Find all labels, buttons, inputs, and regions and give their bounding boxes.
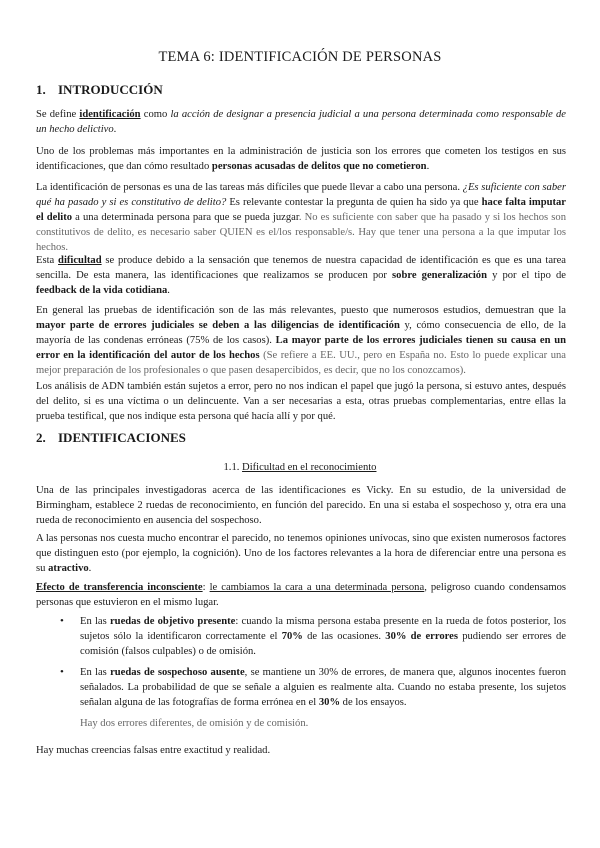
note-tipos-errores: Hay dos errores diferentes, de omisión y de comisión. bbox=[80, 718, 309, 729]
paragraph-vicky: Una de las principales investigadoras acerca de las identificaciones es Vicky. En su estudio, de la universidad de Birmingham, establece 2 ruedas de reconocimiento, en función del parecido. En una si estaba el sospechoso y, otra era una rueda de reconocimiento en ausencia del sospechoso. bbox=[36, 485, 566, 526]
paragraph-errors bbox=[36, 144, 566, 174]
text: de las ocasiones. bbox=[302, 631, 386, 642]
text: se produce debido a la sensación que tenemos de nuestra capacidad de identificación es que es una tarea sencilla. De esta manera, las identificaciones que realizamos se producen por bbox=[36, 255, 566, 281]
text: En las bbox=[80, 616, 110, 627]
section-number: 2. bbox=[36, 430, 46, 445]
section-number: 1. bbox=[36, 82, 46, 97]
bold-text: sobre generalización bbox=[392, 270, 487, 281]
bold-text: personas acusadas de delitos que no cometieron bbox=[211, 161, 427, 172]
term-transferencia: Efecto de transferencia inconsciente bbox=[36, 582, 203, 593]
text: y, cómo consecuencia de ello, de la mayoría de las condenas erróneas (75% de los casos). bbox=[36, 320, 567, 346]
text: , se mantiene un 30% de errores, de manera que, algunos inocentes fueron señalados. La probabilidad de que se señale a alguien es realmente alta. Cuando no estaba presente, los sujetos señalan alguna de las fotografías de forma errónea en el bbox=[80, 667, 566, 708]
text: y por el tipo de bbox=[486, 270, 566, 281]
document-title: TEMA 6: IDENTIFICACIÓN DE PERSONAS bbox=[158, 49, 442, 65]
paragraph-adn: Los análisis de ADN también están sujetos a error, pero no nos indican el papel que jugó la persona, si estuvo antes, después del delito, si es una víctima o un delincuente. Van a ser necesarias a esta, otras pruebas complementarias, entre ellas la prueba testifical, que nos indique esta persona qué hacía allí y por qué. bbox=[36, 381, 566, 422]
text: En las bbox=[80, 667, 111, 678]
italic-question: ¿Es suficiente con saber qué ha pasado y si es constitutivo de delito? bbox=[36, 182, 566, 208]
bullet-objetivo-presente bbox=[80, 614, 566, 659]
text: Se define bbox=[36, 109, 80, 120]
underlined-text: le cambiamos la cara a una determinada persona bbox=[209, 582, 425, 593]
bold-text: ruedas de sospechoso ausente bbox=[110, 667, 245, 678]
subsection-heading bbox=[0, 460, 600, 475]
paragraph-definition bbox=[36, 107, 566, 137]
paragraph-pruebas bbox=[36, 303, 566, 378]
bold-text: La mayor parte de los errores judiciales tienen su causa en un error en la identificación del autor de los hechos bbox=[36, 335, 566, 361]
definition-text: la acción de designar a presencia judicial a una persona determinada como responsable de un hecho delictivo bbox=[36, 109, 566, 135]
bold-text: atractivo bbox=[48, 563, 89, 574]
bold-text: hace falta imputar el delito bbox=[36, 197, 567, 223]
bold-text: 30% de errores bbox=[385, 631, 459, 642]
paragraph-transferencia bbox=[36, 580, 566, 610]
bold-text: 30% bbox=[318, 697, 341, 708]
text: a una determinada persona para que se pueda juzgar bbox=[72, 212, 299, 223]
paragraph-dificultad bbox=[36, 253, 566, 298]
subsection-number: 1.1. bbox=[223, 462, 240, 473]
subsection-title: Dificultad en el reconocimiento bbox=[242, 462, 377, 473]
paragraph-parecido bbox=[36, 531, 566, 576]
paragraph-difficulty bbox=[36, 180, 566, 255]
text: . bbox=[426, 161, 430, 172]
text: Es relevante contestar la pregunta de quien ha sido ya que bbox=[226, 197, 482, 208]
bold-text: ruedas de objetivo presente bbox=[109, 616, 236, 627]
text: Esta bbox=[36, 255, 59, 266]
text: Uno de los problemas más importantes en la administración de justicia son los errores que cometen los testigos en sus identificaciones, que dan cómo resultado bbox=[36, 146, 566, 172]
bold-text: mayor parte de errores judiciales se deben a las diligencias de identificación bbox=[36, 320, 400, 331]
bold-text: 70% bbox=[281, 631, 303, 642]
gray-note: . No es suficiente con saber que ha pasado y si los hechos son constitutivos de delito, es necesario saber QUIEN es el/los responsable/s. Hay que tener una persona a la que imputar los hechos. bbox=[36, 212, 566, 253]
section-title: INTRODUCCIÓN bbox=[58, 82, 163, 97]
text: : bbox=[202, 582, 210, 593]
text: . bbox=[113, 124, 117, 135]
text: A las personas nos cuesta mucho encontrar el parecido, no tenemos opiniones unívocas, sino que existen numerosos factores que distinguen esto (por ejemplo, la cognición). Uno de los factores relevantes a la hora de diferenciar entre una persona es su bbox=[36, 533, 566, 574]
text: de los ensayos. bbox=[340, 697, 407, 708]
text: , peligroso cuando condensamos personas que estuvieron en el mismo lugar. bbox=[36, 582, 566, 608]
term-dificultad: dificultad bbox=[58, 255, 102, 266]
text: La identificación de personas es una de las tareas más difíciles que puede llevar a cabo una persona. bbox=[36, 182, 463, 193]
bullet-marker: • bbox=[60, 666, 64, 678]
section-heading-identificaciones bbox=[36, 430, 186, 445]
text: . bbox=[167, 285, 170, 296]
paragraph-creencias: Hay muchas creencias falsas entre exactitud y realidad. bbox=[36, 745, 271, 756]
bullet-marker: • bbox=[60, 615, 64, 627]
bullet-sospechoso-ausente bbox=[80, 665, 566, 710]
text: : cuando la misma persona estaba presente en la rueda de fotos posterior, los sujetos sólo la identificaron correctamente el bbox=[80, 616, 566, 642]
section-heading-introduccion bbox=[36, 82, 163, 97]
text: . bbox=[88, 563, 92, 574]
gray-note: (Se refiere a EE. UU., pero en España no. Esto lo puede explicar una mejor preparación de los profesionales o que pasen desapercibidos, es decir, que no los conozcamos). bbox=[36, 350, 566, 376]
text: como bbox=[140, 109, 171, 120]
text: En general las pruebas de identificación son de las más relevantes, puesto que numerosos estudios, demuestran que la bbox=[36, 305, 566, 316]
bold-text: feedback de la vida cotidiana bbox=[36, 285, 168, 296]
term-identificacion: identificación bbox=[79, 109, 141, 120]
section-title: IDENTIFICACIONES bbox=[58, 430, 186, 445]
text: pudiendo ser errores de comisión (falsos culpables) o de omisión. bbox=[80, 631, 566, 657]
